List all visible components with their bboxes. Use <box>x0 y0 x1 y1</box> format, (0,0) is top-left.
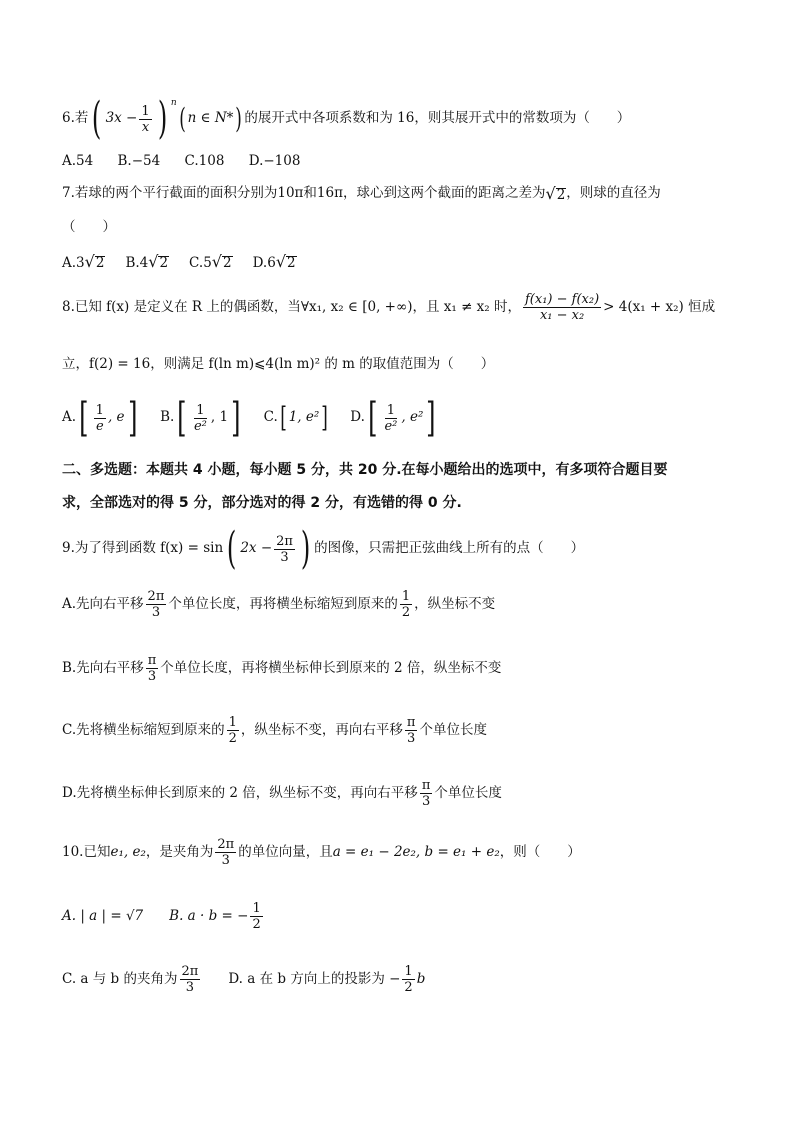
q6-option-b: B.−54 <box>117 153 161 169</box>
question-9: 9.为了得到函数 f(x) = sin ( 2x − $\frac{2\pi}{3}$ ) 的图像，只需把正弦曲线上所有的点（ ） <box>62 523 585 574</box>
q6-prefix: 6.若 <box>62 110 89 127</box>
q7-text: 7.若球的两个平行截面的面积分别为10π和16π，球心到这两个截面的距离之差为 <box>62 185 546 202</box>
q9-prefix: 9.为了得到函数 f(x) = sin <box>62 540 224 557</box>
question-7 <box>62 186 661 202</box>
q7-option-c: C.5 √ 2 <box>189 252 232 271</box>
q8-options <box>62 395 439 441</box>
q6-option-a: A.54 <box>62 153 94 169</box>
q8-line2: 立，f(2) = 16，则满足 f(ln m)⩽4(ln m)² 的 m 的取值范围为（ ） <box>62 356 495 372</box>
q10-option-b: B. a · b = − $\frac{1}{2}$ <box>169 901 261 932</box>
q10-options-cd <box>62 965 425 994</box>
q8-option-c: C. [ 1, e² ] <box>263 401 329 434</box>
q7-option-a: A.3 √ 2 <box>62 252 105 271</box>
q6-expr: 3x − <box>105 110 138 127</box>
q6-option-d: D.−108 <box>248 153 301 169</box>
q7-options <box>62 254 297 271</box>
q10-option-c: C. a 与 b 的夹角为 $\frac{2\pi}{3}$ <box>62 964 199 995</box>
q6-condition: n ∈ N* <box>187 110 234 127</box>
q10-equation: a = e₁ − 2e₂, b = e₁ + e₂ <box>332 843 500 860</box>
q9-option-d: D.先将横坐标伸长到原来的 2 倍，纵坐标不变，再向右平移 $\frac{\pi}{3}$ 个单位长度 <box>62 778 502 809</box>
q10-fraction: $\frac{2\pi}{3}$ <box>217 837 235 868</box>
q6-power: n <box>170 97 177 108</box>
q7-paren: （ ） <box>62 219 116 235</box>
question-6: 6.若 ( 3x − $\frac{1}{x}$ ) n ( n ∈ N* ) 的展开式中各项系数和为 16，则其展开式中的常数项为（ ） <box>62 93 631 144</box>
q7-option-d: D.6 √ 2 <box>252 252 296 271</box>
q6-option-c: C.108 <box>184 153 225 169</box>
q9-option-c: C.先将横坐标缩短到原来的 $\frac{1}{2}$ ，纵坐标不变，再向右平移 $\frac{\pi}{3}$ 个单位长度 <box>62 715 487 746</box>
q7-text-end: ，则球的直径为 <box>566 185 661 202</box>
q9-option-b: B.先向右平移 $\frac{\pi}{3}$ 个单位长度，再将横坐标伸长到原来的 2 倍，纵坐标不变 <box>62 653 502 684</box>
q7-option-b: B.4 √ 2 <box>125 252 169 271</box>
section-2-heading-cont: 求，全部选对的得 5 分，部分选对的得 2 分，有选错的得 0 分. <box>62 495 462 511</box>
q10-option-a: A. | a | = √7 <box>62 907 144 924</box>
q9-option-a: A.先向右平移 $\frac{2\pi}{3}$ 个单位长度，再将横坐标缩短到原来的 $\frac{1}{2}$ ，纵坐标不变 <box>62 589 496 620</box>
q8-text-end: > 4(x₁ + x₂) 恒成 <box>603 298 716 315</box>
q9-fraction: $\frac{2\pi}{3}$ <box>276 533 293 565</box>
q6-text: 的展开式中各项系数和为 16，则其展开式中的常数项为（ ） <box>244 110 631 127</box>
q8-option-d: D. [ $\frac{1}{\text{e²}}$ , e² ] <box>350 395 436 441</box>
q10-options-ab <box>62 902 265 931</box>
q6-options <box>62 155 300 169</box>
section-2-heading: 二、多选题：本题共 4 小题，每小题 5 分，共 20 分.在每小题给出的选项中，有多项符合题目要 <box>62 462 668 478</box>
q7-sqrt: √ 2 <box>545 184 566 203</box>
q10-vectors: e₁, e₂ <box>110 843 146 860</box>
q8-text: 8.已知 f(x) 是定义在 R 上的偶函数，当∀x₁, x₂ ∈ [0, +∞)，且 x₁ ≠ x₂ 时， <box>62 298 521 315</box>
question-10: 10.已知 e₁, e₂ ，是夹角为 $\frac{2\pi}{3}$ 的单位向量，且 a = e₁ − 2e₂, b = e₁ + e₂ ，则（ ） <box>62 837 581 868</box>
q10-option-d: D. a 在 b 方向上的投影为 − $\frac{1}{2}$ b <box>228 964 426 995</box>
question-8 <box>62 293 715 322</box>
q9-text: 的图像，只需把正弦曲线上所有的点（ ） <box>314 540 585 557</box>
q8-fraction: $\frac{\text{f(x₁) − f(x₂)}}{\text{x₁ − x₂}}$ <box>525 292 600 323</box>
q8-option-b: B. [ $\frac{1}{\text{e²}}$ , 1 ] <box>160 395 241 441</box>
q6-fraction: $\frac{1}{x}$ <box>141 103 150 135</box>
q8-option-a: A. [ $\frac{1}{e}$ , e ] <box>62 395 138 441</box>
